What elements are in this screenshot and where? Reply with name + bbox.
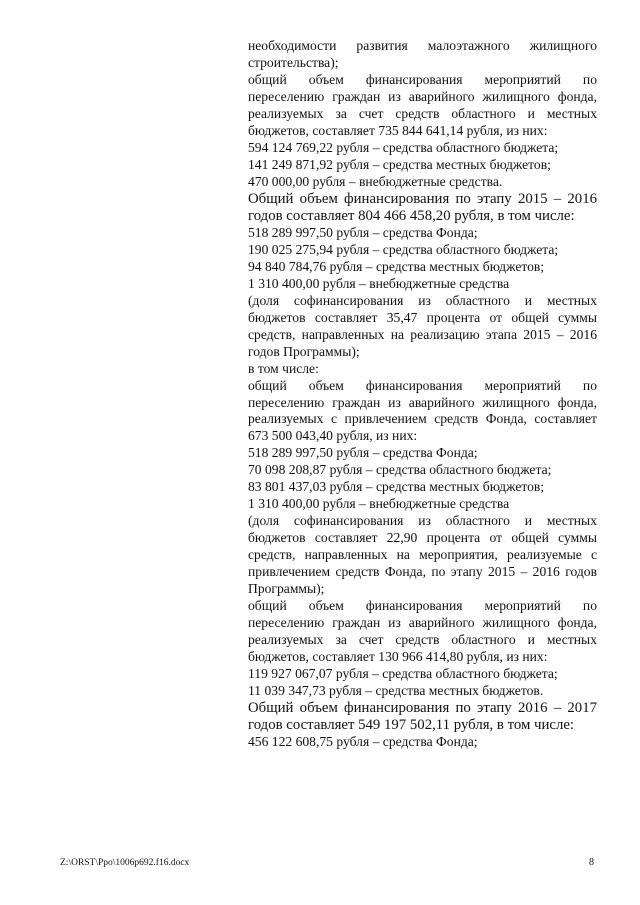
list-item-local-budgets: 83 801 437,03 рубля – средства местных бюджетов; bbox=[248, 479, 545, 495]
list-item-local-budgets: 141 249 871,92 рубля – средства местных бюджетов; bbox=[248, 156, 551, 172]
list-item-extrabudgetary: 1 310 400,00 рубля – внебюджетные средства bbox=[248, 275, 510, 291]
list-item-extrabudgetary: 470 000,00 рубля – внебюджетные средства. bbox=[248, 173, 503, 189]
list-item-fund: 456 122 608,75 рубля – средства Фонда; bbox=[248, 734, 478, 750]
list-item-local-budgets: 94 840 784,76 рубля – средства местных бюджетов; bbox=[248, 258, 545, 274]
list-item-local-budgets: 11 039 347,73 рубля – средства местных бюджетов. bbox=[248, 682, 544, 698]
paragraph-regional-funding-total: общий объем финансирования мероприятий по переселению граждан из аварийного жилищного фонда, реализуемых за счет средств областного и местных бюджетов, составляет 735 844 641,14 рубля, из них: bbox=[248, 71, 597, 138]
list-item-fund: 518 289 997,50 рубля – средства Фонда; bbox=[248, 445, 478, 461]
list-item-regional-budget: 190 025 275,94 рубля – средства областного бюджета; bbox=[248, 241, 559, 257]
paragraph-cofinancing-share: (доля софинансирования из областного и местных бюджетов составляет 22,90 процента от общей суммы средств, направленных на мероприятия, реализуемые с привлечением средств Фонда, по этапу 2015 – 2016 годов Программы); bbox=[248, 513, 597, 596]
footer-file-path: Z:\ORST\Ppo\1006p692.f16.docx bbox=[60, 858, 190, 868]
list-item-extrabudgetary: 1 310 400,00 рубля – внебюджетные средства bbox=[248, 496, 510, 512]
list-item-regional-budget: 119 927 067,07 рубля – средства областного бюджета; bbox=[248, 665, 558, 681]
page-number: 8 bbox=[589, 857, 594, 868]
paragraph-including: в том числе: bbox=[248, 360, 319, 376]
list-item-fund: 518 289 997,50 рубля – средства Фонда; bbox=[248, 224, 478, 240]
body-text bbox=[248, 38, 597, 751]
paragraph-stage-2016-2017-total: Общий объем финансирования по этапу 2016 – 2017 годов составляет 549 197 502,11 рубля, в том числе: bbox=[248, 699, 597, 733]
list-item-regional-budget: 70 098 208,87 рубля – средства областного бюджета; bbox=[248, 462, 552, 478]
list-item-regional-budget: 594 124 769,22 рубля – средства областного бюджета; bbox=[248, 139, 559, 155]
paragraph-stage-2015-2016-total: Общий объем финансирования по этапу 2015 – 2016 годов составляет 804 466 458,20 рубля, в том числе: bbox=[248, 190, 597, 224]
paragraph-cofinancing-share: (доля софинансирования из областного и местных бюджетов составляет 35,47 процента от общей суммы средств, направленных на реализацию этапа 2015 – 2016 годов Программы); bbox=[248, 292, 597, 359]
paragraph-fund-measures-total: общий объем финансирования мероприятий по переселению граждан из аварийного жилищного фонда, реализуемых с привлечением средств Фонда, составляет 673 500 043,40 рубля, из них: bbox=[248, 377, 597, 444]
paragraph-regional-funding-total: общий объем финансирования мероприятий по переселению граждан из аварийного жилищного фонда, реализуемых за счет средств областного и местных бюджетов, составляет 130 966 414,80 рубля, из них: bbox=[248, 597, 597, 664]
paragraph-continuation: необходимости развития малоэтажного жилищного строительства); bbox=[248, 38, 597, 70]
